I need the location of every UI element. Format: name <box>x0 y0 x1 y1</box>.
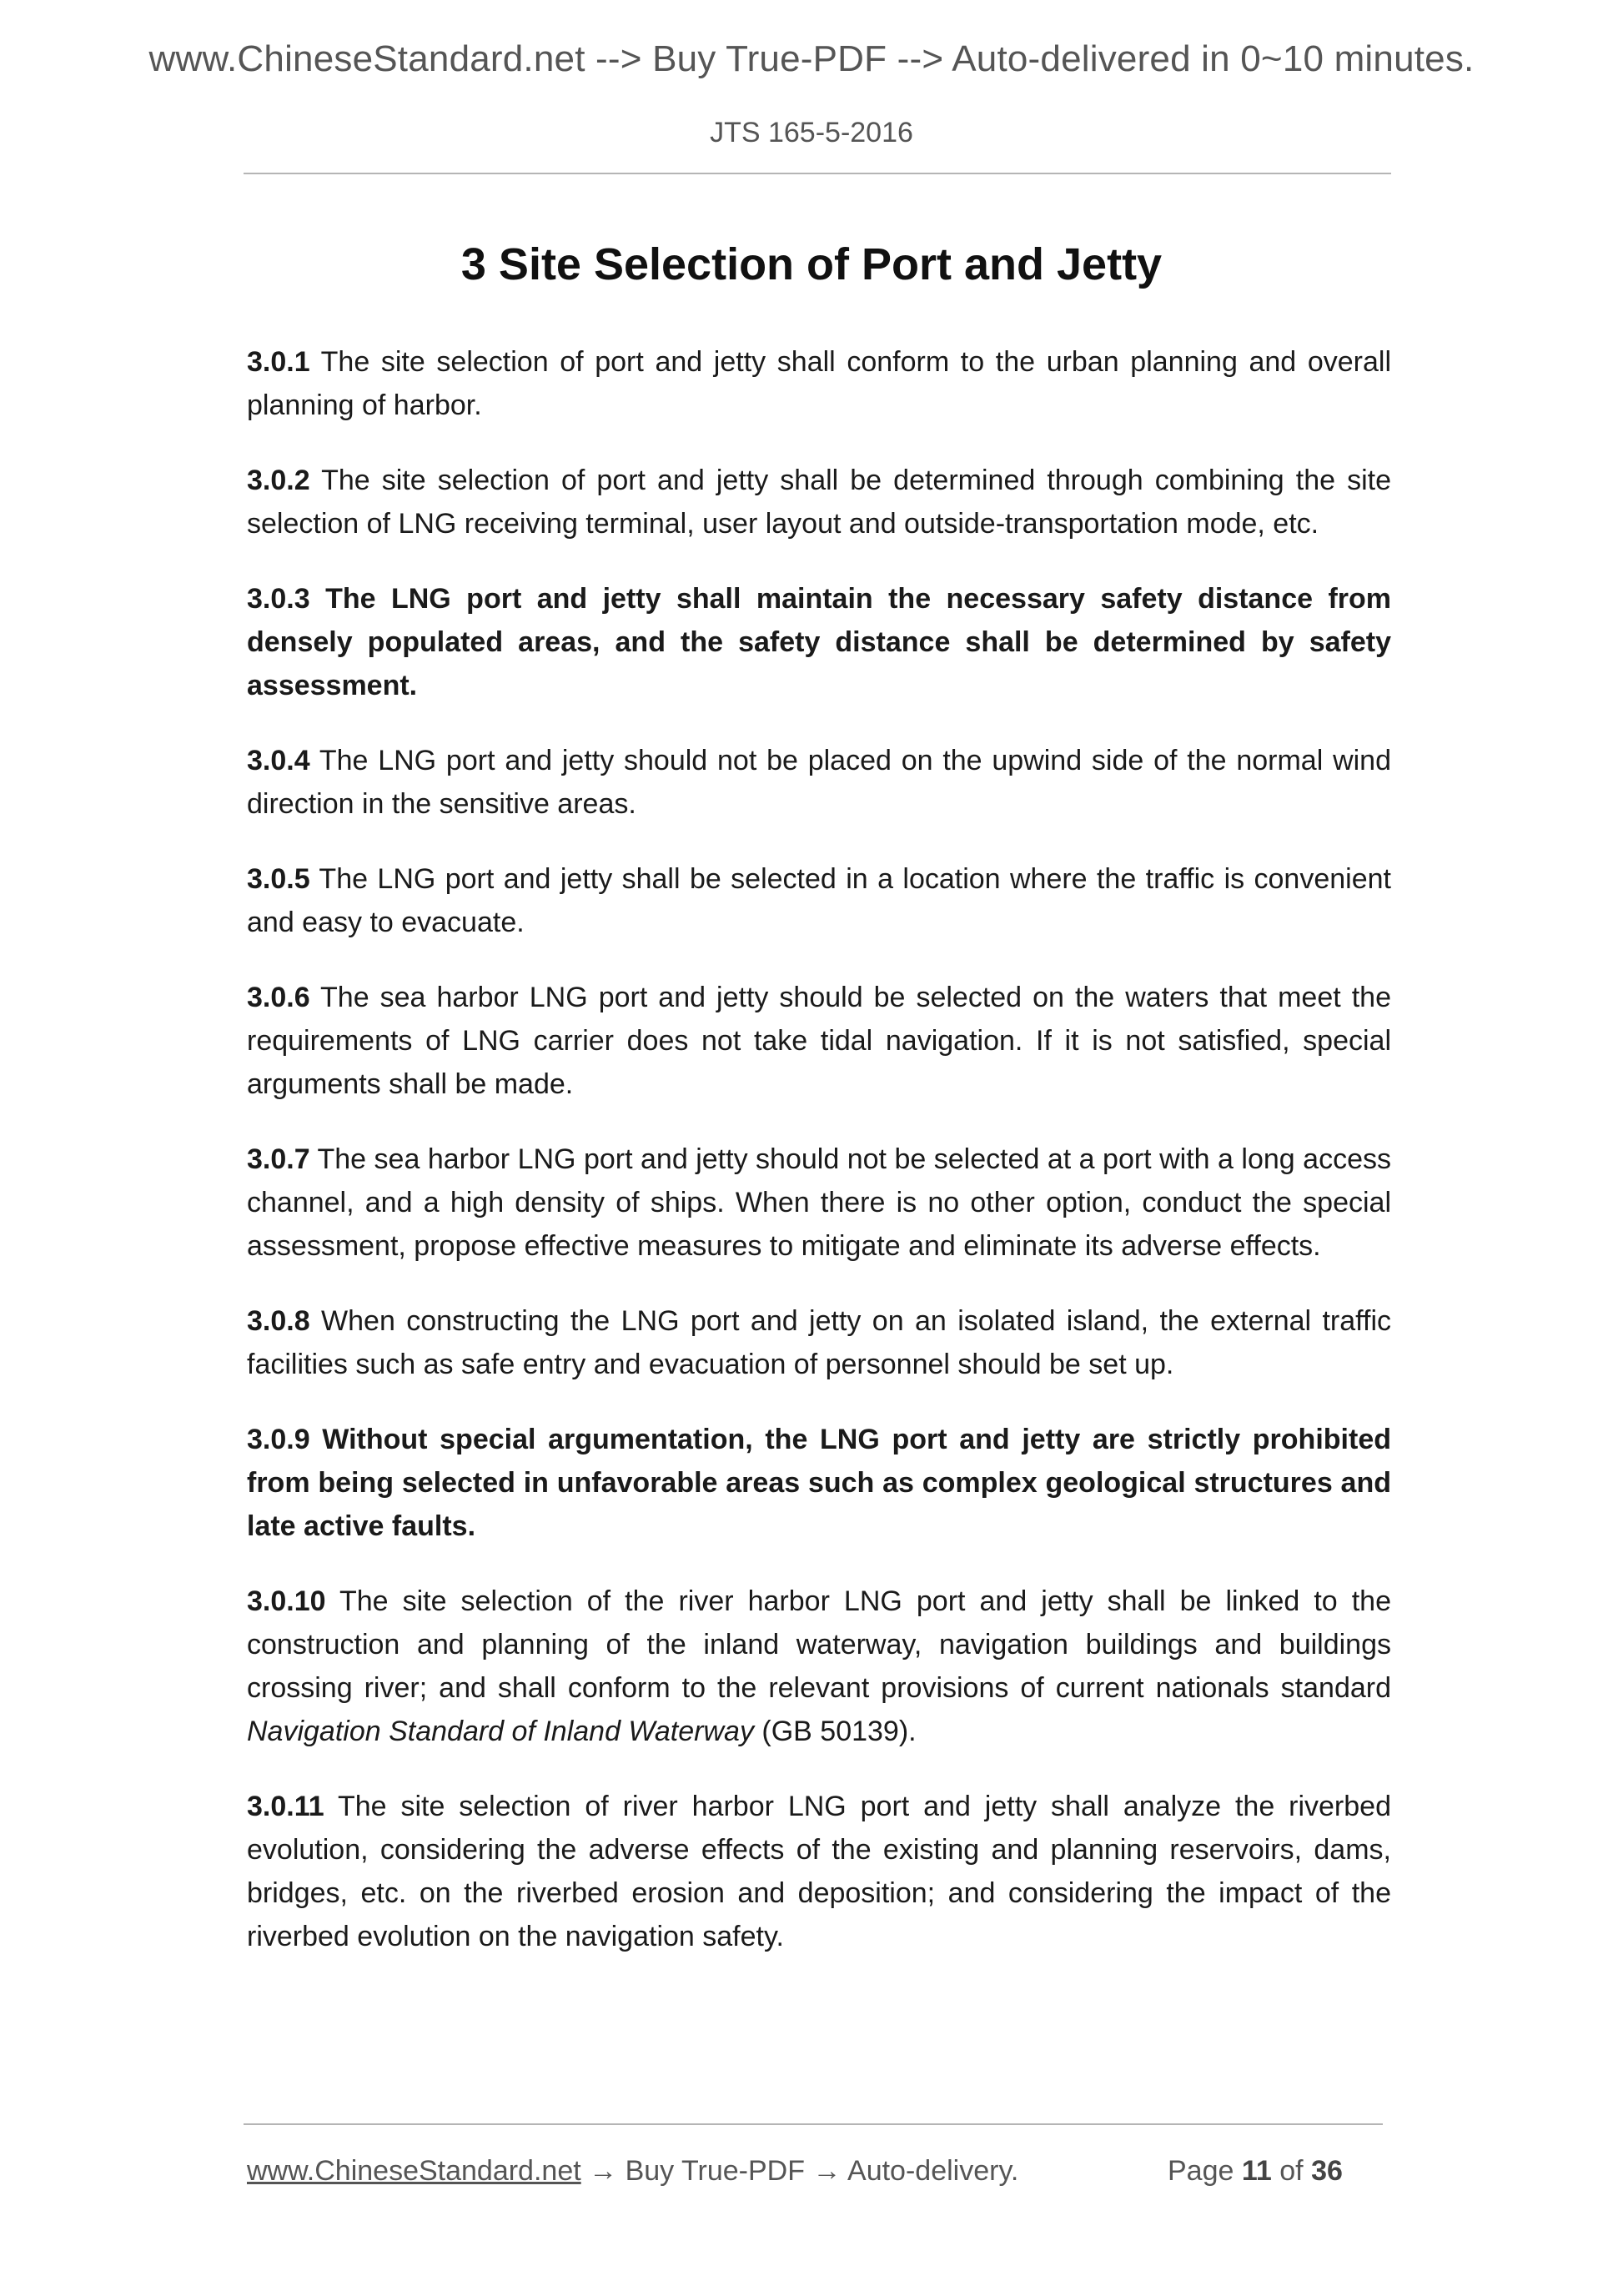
total-pages: 36 <box>1311 2155 1343 2187</box>
clause-3-0-1 <box>247 340 1391 427</box>
clause-number: 3.0.11 <box>247 1791 324 1822</box>
clause-text: When constructing the LNG port and jetty on an isolated island, the external traffic facilities such as safe entry and evacuation of personnel should be set up. <box>247 1305 1391 1380</box>
section-title: 3 Site Selection of Port and Jetty <box>460 239 1163 289</box>
clause-3-0-5 <box>247 857 1391 944</box>
clause-number: 3.0.1 <box>247 346 310 378</box>
footer-promo <box>247 2155 1018 2188</box>
clause-text: The sea harbor LNG port and jetty should be selected on the waters that meet the requirements of LNG carrier does not take tidal navigation. If it is not satisfied, special arguments shall be made. <box>247 982 1391 1100</box>
clause-3-0-9 <box>247 1418 1391 1548</box>
page-number: 11 <box>1241 2155 1272 2187</box>
clause-number: 3.0.4 <box>247 745 310 776</box>
clause-3-0-11 <box>247 1785 1391 1958</box>
footer-buy-text: Buy True-PDF <box>625 2155 805 2187</box>
clause-3-0-8 <box>247 1299 1391 1386</box>
clause-text: The LNG port and jetty should not be placed on the upwind side of the normal wind direction in the sensitive areas. <box>247 745 1391 820</box>
clause-text: The site selection of port and jetty shall conform to the urban planning and overall planning of harbor. <box>247 346 1391 421</box>
clause-number: 3.0.5 <box>247 863 310 895</box>
clause-number: 3.0.7 <box>247 1143 310 1175</box>
clause-3-0-6 <box>247 976 1391 1106</box>
arrow-right-icon: → <box>812 2155 842 2187</box>
clause-number: 3.0.9 <box>247 1424 310 1455</box>
standard-code: (GB 50139). <box>761 1716 917 1747</box>
clause-3-0-7 <box>247 1138 1391 1268</box>
clause-number: 3.0.8 <box>247 1305 310 1337</box>
clauses-body <box>247 340 1391 1990</box>
page-label: Page <box>1168 2155 1234 2187</box>
arrow-right-icon: → <box>589 2155 618 2187</box>
clause-text: The site selection of port and jetty shall be determined through combining the site selection of LNG receiving terminal, user layout and outside-transportation mode, etc. <box>247 465 1391 540</box>
clause-number: 3.0.2 <box>247 465 310 496</box>
standard-title: Navigation Standard of Inland Waterway <box>247 1716 754 1747</box>
document-code: JTS 165-5-2016 <box>710 117 913 148</box>
clause-text: The site selection of river harbor LNG port and jetty shall analyze the riverbed evolution, considering the adverse effects of the existing and planning reservoirs, dams, bridges, etc. on the riverbed erosion and deposition; and considering the impact of the riverbed evolution on the navigation safety. <box>247 1791 1391 1952</box>
footer-site-link[interactable]: www.ChineseStandard.net <box>247 2155 581 2187</box>
of-label: of <box>1279 2155 1304 2187</box>
clause-3-0-3 <box>247 577 1391 707</box>
clause-text: The LNG port and jetty shall maintain the necessary safety distance from densely populated areas, and the safety distance shall be determined by safety assessment. <box>247 583 1391 701</box>
clause-text: The LNG port and jetty shall be selected in a location where the traffic is convenient and easy to evacuate. <box>247 863 1391 938</box>
clause-text: The sea harbor LNG port and jetty should not be selected at a port with a long access channel, and a high density of ships. When there is no other option, conduct the special assessment, propose effective measures to mitigate and eliminate its adverse effects. <box>247 1143 1391 1262</box>
footer-delivery-text: Auto-delivery. <box>847 2155 1019 2187</box>
clause-3-0-10 <box>247 1580 1391 1753</box>
clause-3-0-4 <box>247 739 1391 826</box>
clause-number: 3.0.10 <box>247 1585 326 1617</box>
page-indicator <box>1168 2155 1343 2188</box>
clause-number: 3.0.3 <box>247 583 310 615</box>
top-banner: www.ChineseStandard.net --> Buy True-PDF --> Auto-delivered in 0~10 minutes. <box>148 38 1475 79</box>
clause-text: Without special argumentation, the LNG port and jetty are strictly prohibited from being selected in unfavorable areas such as complex geological structures and late active faults. <box>247 1424 1391 1542</box>
clause-3-0-2 <box>247 459 1391 545</box>
clause-number: 3.0.6 <box>247 982 310 1013</box>
clause-text: The site selection of the river harbor LNG port and jetty shall be linked to the construction and planning of the inland waterway, navigation buildings and buildings crossing river; and shall conform to the relevant provisions of current nationals standard <box>247 1585 1391 1704</box>
header-divider <box>244 173 1391 174</box>
footer-divider <box>244 2123 1383 2125</box>
